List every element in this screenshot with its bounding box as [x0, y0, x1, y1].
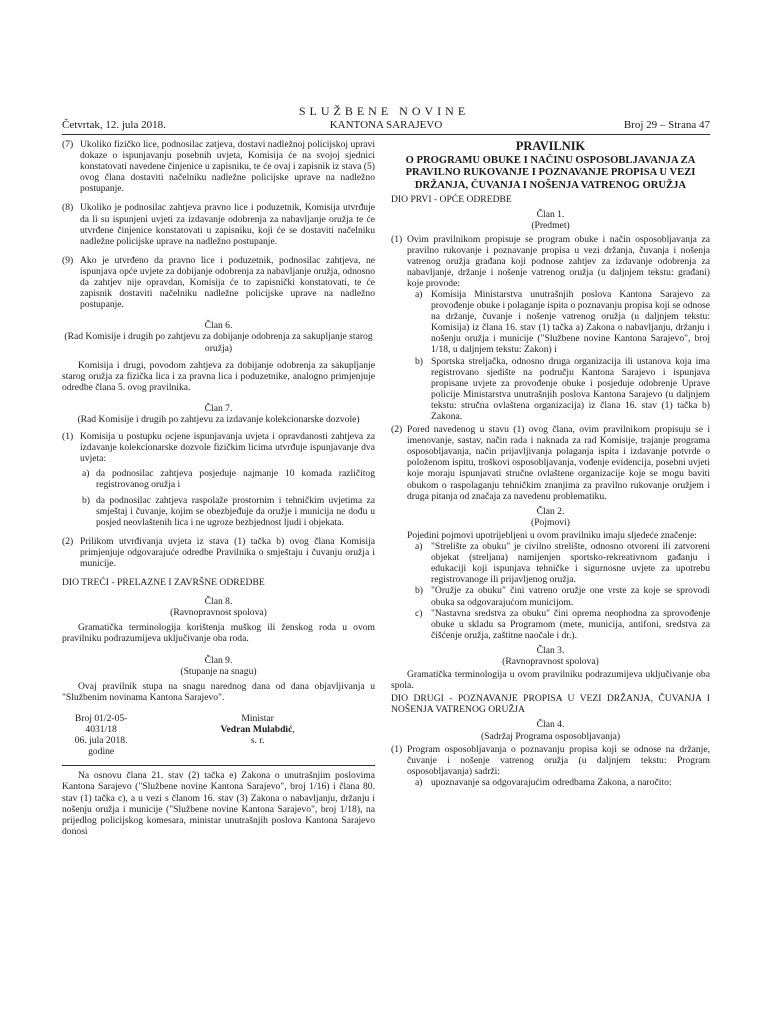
paragraph-number: (1): [391, 233, 403, 245]
article-3-title: (Ravnopravnost spolova): [502, 655, 599, 667]
article-9-text: Ovaj pravilnik stupa na snagu narednog dana od dana objavljivanja u "Službenim novinama Kantona Sarajevo".: [62, 680, 375, 703]
document-reference: [62, 713, 219, 757]
section-divider: [62, 765, 375, 766]
article-2-title: (Pojmovi): [531, 516, 570, 528]
paragraph-9: [62, 255, 375, 310]
part-one-heading: DIO PRVI - OPĆE ODREDBE: [391, 194, 512, 206]
page-header: [62, 119, 710, 133]
list-item-c: [415, 608, 710, 641]
signature-block: [62, 713, 375, 757]
article-1-heading: Član 1.: [536, 209, 565, 221]
paragraph-number: (8): [62, 202, 74, 214]
article-4-heading: Član 4.: [536, 719, 565, 731]
list-item-b: [82, 495, 375, 528]
regulation-title: PRAVILNIK: [515, 139, 586, 153]
list-label: b): [415, 355, 423, 367]
legal-basis-preamble: Na osnovu člana 21. stav (2) tačka e) Zakona o unutrašnjim poslovima Kantona Sarajevo ("Službene novine Kantona Sarajevo", broj 1/16) i člana 80. stav (1) tačka c), a u vezi s članom 16. stav (3) Zakona o nabavljanju, držanju i nošenju oružja i municije ("Službene novine Kantona Sarajevo", broj 1/18), na prijedlog policijskog komesara, ministar unutrašnjih poslova Kantona Sarajevo donosi: [62, 770, 375, 837]
part-three-heading: DIO TREĆI - PRELAZNE I ZAVRŠNE ODREDBE: [62, 577, 265, 589]
paragraph-number: (2): [62, 535, 74, 547]
article-7-heading: Član 7.: [204, 402, 233, 414]
list-text: da podnosilac zahtjeva posjeduje najmanje 10 komada različitog registrovanog oružja i: [96, 468, 375, 491]
list-text: "Oružje za obuku" čini vatreno oružje one vrste za koje se sprovodi obuka sa odgovarajućom municijom.: [431, 585, 710, 608]
signatory-name: Vedran Mulabdić: [220, 724, 293, 736]
paragraph-text: Pored navedenog u stavu (1) ovog člana, ovim pravilnikom propisuju se i imenovanje, sastav, način rada i naknada za rad Komisije, trajanje programa osposobljavanja, način prijavljivanja polaganja ispita i izdavanje potvrde o položenom ispitu, troškovi osposobljavanja, vođenje evidencija, posebni uvjeti koje moraju ispunjavati stručne ovlaštene organizacije koje se mogu baviti obukom o raspolaganju tehničkim znanjima za pravilno rukovanje oružjem i druga pitanja od značaja za navedenu problematiku.: [407, 424, 710, 502]
article-1-paragraph-1: [391, 234, 710, 289]
article-8-text: Gramatička terminologija korištenja muškog ili ženskog roda u ovom pravilniku podrazumijeva uključivanje oba roda.: [62, 622, 375, 645]
list-item-b: [415, 356, 710, 423]
article-7-title: (Rad Komisije i drugih po zahtjevu za izdavanje kolekcionarske dozvole): [77, 413, 360, 425]
header-date: Četvrtak, 12. jula 2018.: [62, 119, 166, 131]
paragraph-text: Ovim pravilnikom propisuje se program obuke i način osposobljavanja za pravilno rukovanje i poznavanje propisa u vezi držanja, čuvanja i nošenja vatrenog oružja građana koji podnose zahtjev za izdavanje odobrenja za nabavljanje, držanje i nošenje vatrenog oružja (u daljnjem tekstu: građani) koje provode:: [407, 233, 710, 289]
paragraph-number: (1): [62, 431, 74, 443]
paragraph-number: (2): [391, 424, 403, 436]
paragraph-8: [62, 202, 375, 246]
list-label: a): [415, 776, 423, 788]
list-item-a: [82, 468, 375, 490]
article-9-title: (Stupanje na snagu): [180, 665, 257, 677]
signatory-suffix: , s. r.: [250, 724, 295, 747]
list-text: da podnosilac zahtjeva raspolaže prostornim i tehničkim uvjetima za smještaj i čuvanje, kojim se obezbjeđuje da oružje i municija ne dođu u posjed neovlaštenih lica i ne ugroze bezbjednost ljudi i objekata.: [96, 494, 375, 528]
paragraph-number: (7): [62, 139, 74, 150]
article-1-paragraph-2: [391, 424, 710, 502]
left-column: [62, 139, 375, 837]
paragraph-text: Prilikom utvrđivanja uvjeta iz stava (1) tačka b) ovog člana Komisija primjenjuje odgovarajuće odredbe Pravilnika o smještaju i čuvanju oružja i municije.: [80, 535, 375, 569]
article-6-text: Komisija i drugi, povodom zahtjeva za dobijanje odobrenja za sakupljanje starog oružja za fizička lica i za pravna lica i poduzetnike, analogno primjenjuje odredbe člana 5. ovog pravilnika.: [62, 359, 375, 393]
list-label: b): [82, 494, 90, 506]
list-item-a: [415, 541, 710, 585]
article-1-title: (Predmet): [531, 220, 570, 232]
part-two-heading: DIO DRUGI - POZNAVANJE PROPISA U VEZI DRŽANJA, ČUVANJA I NOŠENJA VATRENOG ORUŽJA: [391, 693, 710, 716]
list-text: "Nastavna sredstva za obuku" čini oprema neophodna za sprovođenje obuke u skladu sa Programom (mete, municija, antifoni, sredstva za čišćenje oružja, zaštitne naočale i dr.).: [431, 607, 710, 641]
article-9-heading: Član 9.: [204, 654, 233, 666]
list-item-b: [415, 585, 710, 607]
paragraph-number: (9): [62, 254, 74, 266]
list-text: "Strelište za obuku" je civilno strelište, odnosno otvoreni ili zatvoreni objekat (streljana) namijenjen sportsko-rekreativnom gađanju i edukaciji koji ispunjava tehničke i sigurnosne uvjete za upotrebu registrovanoge ili prijavljenog oružja.: [431, 541, 710, 586]
list-label: c): [415, 607, 423, 619]
list-label: a): [415, 288, 423, 300]
article-4-paragraph-1: [391, 744, 710, 777]
header-rule: [62, 134, 710, 135]
list-text: Sportska streljačka, odnosno druga organizacija ili ustanova koja ima registrovano sjedište na području Kantona Sarajevo i ispunjava propisane uvjete za provođenje obuke i posjeduje odobrenje Uprave policije Ministarstva unutrašnjih poslova Kantona Sarajevo (u daljnjem tekstu: stručna ovlaštena organizacija) iz člana 16. stav (1) tačka b) Zakona.: [431, 355, 710, 422]
paragraph-text: Ukoliko fizičko lice, podnosilac zatjeva, dostavi nadležnoj policijskoj upravi dokaze o ispunjavanju posebnih uvjeta, Komisija će na svojoj sjednici konstatovati navedene činjenice u zapisniku, te će ovaj i zapisnik iz stava (5) ovog člana dostaviti načelniku nadležne policijske uprave na nadležno postupanje.: [80, 139, 375, 195]
article-3-heading: Član 3.: [536, 644, 565, 656]
paragraph-text: Ukoliko je podnosilac zahtjeva pravno lice i poduzetnik, Komisija utvrđuje da li su ispunjeni uvjeti za izdavanje odobrenja za nabavljanje oružja te će utvrđene činjenice konstatovati u zapisniku, koji će se dostaviti načelniku nadležne policijske uprave na nadležno postupanje.: [80, 202, 375, 247]
article-2-heading: Član 2.: [536, 505, 565, 517]
article-6-title: (Rad Komisije i drugih po zahtjevu za dobijanje odobrenja za sakupljanje starog oružja): [64, 331, 373, 354]
paragraph-text: Komisija u postupku ocjene ispunjavanja uvjeta i opravdanosti zahtjeva za izdavanje kolekcionarske dozvole fizičkim licima utvrđuje ispunjavanje dva uvjeta:: [80, 431, 375, 465]
list-label: a): [82, 468, 90, 480]
header-canton: KANTONA SARAJEVO: [329, 119, 443, 131]
signatory-title: Ministar: [241, 712, 274, 724]
list-label: a): [415, 541, 423, 553]
article-8-heading: Član 8.: [204, 596, 233, 608]
paragraph-text: Ako je utvrđeno da pravno lice i poduzetnik, podnosilac zahtjeva, ne ispunjava opće uvjete za dobijanje odobrenja za nabavljanje oružja, odnosno da zahtjev nije opravdan, Komisija će to zapisnički konstatovati, te će zapisnik dostaviti načelniku nadležne policijske uprave na nadležno postupanje.: [80, 254, 375, 311]
header-issue-page: Broj 29 – Strana 47: [623, 119, 710, 131]
article-7-paragraph-1: [62, 431, 375, 464]
article-8-title: (Ravnopravnost spolova): [170, 607, 267, 619]
reference-date: 06. jula 2018. godine: [74, 735, 128, 758]
regulation-subtitle: O PROGRAMU OBUKE I NAČINU OSPOSOBLJAVANJA ZA PRAVILNO RUKOVANJE I POZNAVANJE PROPISA U VEZI DRŽANJA, ČUVANJA I NOŠENJA VATRENOG ORUŽJA: [405, 155, 696, 191]
list-text: upoznavanje sa odgovarajućim odredbama Zakona, a naročito:: [431, 776, 672, 788]
list-item-a: [415, 289, 710, 356]
article-7-paragraph-2: [62, 536, 375, 569]
reference-number: Broj 01/2-05-4031/18: [74, 712, 128, 736]
signatory: [219, 713, 376, 757]
right-column: [391, 139, 710, 788]
article-4-title: (Sadržaj Programa osposobljavanja): [480, 730, 621, 742]
list-item-a: [415, 777, 710, 788]
article-2-intro: Pojedini pojmovi upotrijebljeni u ovom pravilniku imaju sljedeće značenje:: [407, 529, 697, 541]
article-6-heading: Član 6.: [204, 320, 233, 332]
list-text: Komisija Ministarstva unutrašnjih poslova Kantona Sarajevo za provođenje obuke i polaganje ispita o poznavanju propisa koji se odnose na držanje, čuvanje i nošenje vatrenog oružja (u daljnjem tekstu: Komisija) iz člana 16. stav (1) tačka a) Zakona o nabavljanju, držanju i nošenju oružja i municije ("Službene novine Kantona Sarajevo", broj 1/18, u daljnjem tekstu: Zakon) i: [431, 288, 710, 356]
paragraph-7: [62, 139, 375, 194]
paragraph-text: Program osposobljavanja o poznavanju propisa koji se odnose na držanje, čuvanje i nošenje vatrenog oružja (u daljnjem tekstu: Program osposobljavanja) sadrži:: [407, 743, 710, 777]
paragraph-number: (1): [391, 743, 403, 755]
list-label: b): [415, 585, 423, 597]
article-3-text: Gramatička terminologija u ovom pravilniku podrazumijeva uključivanje oba spola.: [391, 669, 710, 692]
publication-title: SLUŽBENE NOVINE: [298, 104, 470, 118]
